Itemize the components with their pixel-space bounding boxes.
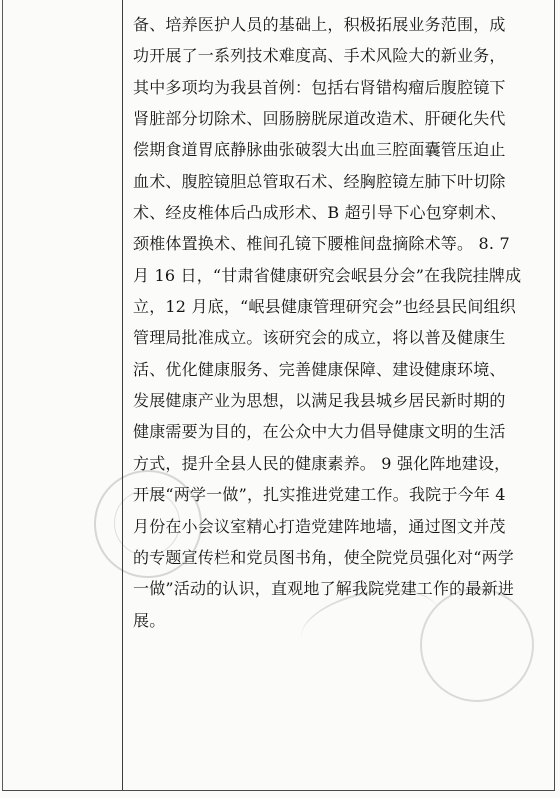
document-body-text xyxy=(133,9,553,636)
text-line: 一做”活动的认识，直观地了解我院党建工作的最新进 xyxy=(133,579,514,599)
text-line: 其中多项均为我县首例：包括右肾错构瘤后腹腔镜下 xyxy=(133,77,506,97)
text-line: 的专题宣传栏和党员图书角，使全院党员强化对“两学 xyxy=(133,547,514,567)
text-line: 颈椎体置换术、椎间孔镜下腰椎间盘摘除术等。 8. 7 xyxy=(133,234,510,254)
text-line: 活、优化健康服务、完善健康保障、建设健康环境、 xyxy=(133,359,506,379)
text-line: 管理局批准成立。该研究会的成立，将以普及健康生 xyxy=(133,328,506,348)
text-line: 月份在小会议室精心打造党建阵地墙，通过图文并茂 xyxy=(133,516,506,536)
text-line: 月 16 日，“甘肃省健康研究会岷县分会”在我院挂牌成 xyxy=(133,265,522,285)
table-column-divider xyxy=(122,0,123,791)
table-content-cell xyxy=(123,0,554,790)
text-line: 立，12 月底，“岷县健康管理研究会”也经县民间组织 xyxy=(133,297,517,317)
text-line: 发展健康产业为思想，以满足我县城乡居民新时期的 xyxy=(133,391,506,411)
table-border-bottom xyxy=(2,790,555,791)
text-line: 开展“两学一做”，扎实推进党建工作。我院于今年 4 xyxy=(133,485,506,505)
text-line: 血术、腹腔镜胆总管取石术、经胸腔镜左肺下叶切除 xyxy=(133,171,506,191)
table-border-right xyxy=(554,0,555,791)
text-line: 方式，提升全县人民的健康素养。 9 强化阵地建设， xyxy=(133,453,511,473)
text-line: 备、培养医护人员的基础上，积极拓展业务范围，成 xyxy=(133,15,506,34)
text-line: 术、经皮椎体后凸成形术、B 超引导下心包穿刺术、 xyxy=(133,203,507,223)
text-line: 展。 xyxy=(133,610,166,630)
table-label-column xyxy=(3,0,122,790)
text-line: 健康需要为目的，在公众中大力倡导健康文明的生活 xyxy=(133,422,506,442)
text-line: 偿期食道胃底静脉曲张破裂大出血三腔面囊管压迫止 xyxy=(133,140,506,160)
text-line: 功开展了一系列技术难度高、手术风险大的新业务， xyxy=(133,46,506,66)
text-line: 肾脏部分切除术、回肠膀胱尿道改造术、肝硬化失代 xyxy=(133,109,506,129)
